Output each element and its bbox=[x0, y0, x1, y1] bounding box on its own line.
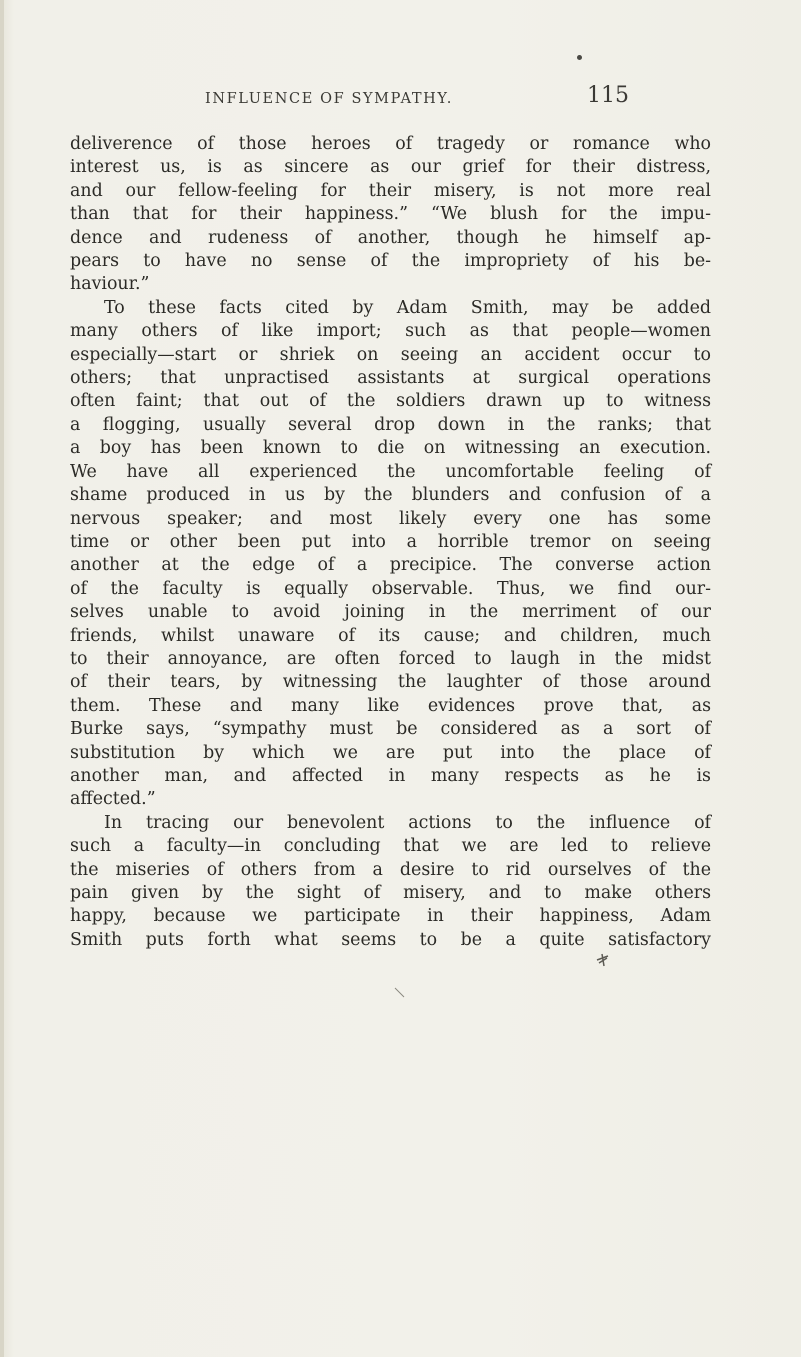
stray-ink-mark bbox=[593, 950, 613, 970]
text-line: substitution by which we are put into the place of bbox=[70, 742, 711, 763]
text-line: often faint; that out of the soldiers drawn up to witness bbox=[70, 391, 711, 412]
text-line: happy, because we participate in their happiness, Adam bbox=[70, 906, 711, 927]
text-line: another at the edge of a precipice. The converse action bbox=[70, 555, 711, 576]
text-line: We have all experienced the uncomfortable feeling of bbox=[70, 461, 711, 482]
text-line: and our fellow-feeling for their misery, is not more real bbox=[70, 180, 711, 201]
text-line: pain given by the sight of misery, and to make others bbox=[70, 883, 711, 903]
text-line: many others of like import; such as that people—women bbox=[70, 321, 711, 342]
text-line: deliverence of those heroes of tragedy or romance who bbox=[70, 134, 711, 154]
stray-pencil-mark bbox=[393, 986, 407, 1000]
text-line: them. These and many like evidences prove that, as bbox=[70, 695, 711, 716]
ink-speck bbox=[577, 55, 582, 60]
text-line: dence and rudeness of another, though he himself ap- bbox=[70, 227, 711, 248]
text-line: To these facts cited by Adam Smith, may be added bbox=[104, 297, 711, 318]
page-number: 115 bbox=[587, 83, 629, 108]
text-line: than that for their happiness.” “We blush for the impu- bbox=[70, 204, 711, 225]
text-line: Smith puts forth what seems to be a quite satisfactory bbox=[70, 929, 711, 950]
text-line: In tracing our benevolent actions to the influence of bbox=[104, 812, 711, 833]
text-line: Burke says, “sympathy must be considered as a sort of bbox=[70, 719, 711, 740]
body-text bbox=[70, 133, 711, 952]
text-line: another man, and affected in many respects as he is bbox=[70, 765, 711, 786]
text-line: such a faculty—in concluding that we are led to relieve bbox=[70, 836, 711, 857]
text-line: a boy has been known to die on witnessing an execution. bbox=[70, 438, 711, 459]
text-line: pears to have no sense of the impropriety of his be- bbox=[70, 251, 711, 272]
running-title: INFLUENCE OF SYMPATHY. bbox=[205, 91, 453, 107]
text-line: friends, whilst unaware of its cause; and children, much bbox=[70, 625, 711, 646]
text-line: to their annoyance, are often forced to laugh in the midst bbox=[70, 648, 711, 669]
text-line: a flogging, usually several drop down in the ranks; that bbox=[70, 414, 711, 435]
text-line: time or other been put into a horrible tremor on seeing bbox=[70, 531, 711, 552]
text-line: selves unable to avoid joining in the merriment of our bbox=[70, 602, 711, 623]
text-line: others; that unpractised assistants at surgical operations bbox=[70, 368, 711, 389]
text-line: especially—start or shriek on seeing an accident occur to bbox=[70, 344, 711, 365]
page-gutter bbox=[0, 0, 4, 1357]
text-line: shame produced in us by the blunders and confusion of a bbox=[70, 485, 711, 506]
text-line: of the faculty is equally observable. Thus, we find our- bbox=[70, 578, 711, 599]
text-line: nervous speaker; and most likely every one has some bbox=[70, 508, 711, 529]
text-line: of their tears, by witnessing the laughter of those around bbox=[70, 672, 711, 693]
text-line: the miseries of others from a desire to rid ourselves of the bbox=[70, 859, 711, 880]
text-line: interest us, is as sincere as our grief for their distress, bbox=[70, 157, 711, 178]
text-line: affected.” bbox=[70, 789, 156, 810]
text-line: haviour.” bbox=[70, 274, 150, 295]
